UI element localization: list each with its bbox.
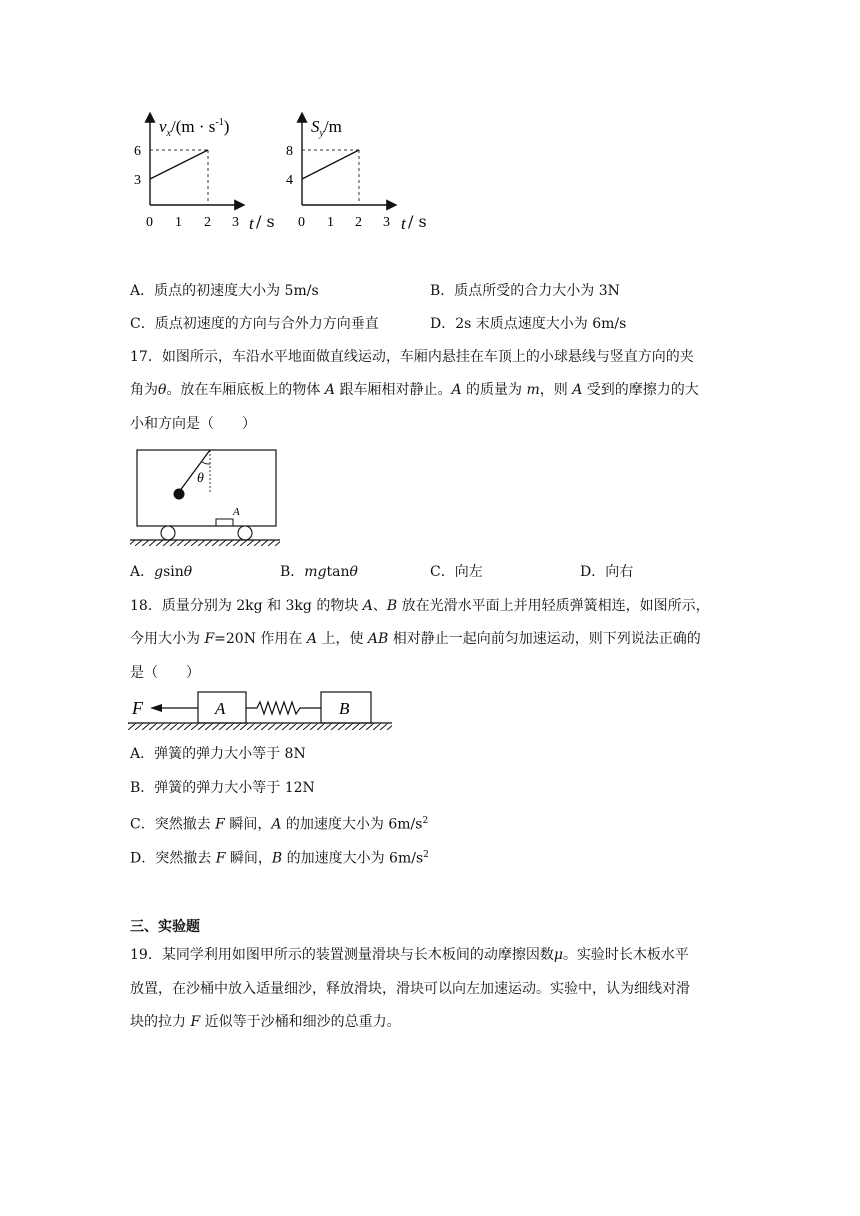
y-axis-label-unit: /m xyxy=(323,117,342,136)
ground-hatch xyxy=(128,723,392,730)
y-axis-label: v xyxy=(159,117,167,136)
angle-arc xyxy=(202,462,210,464)
train-car-figure xyxy=(128,444,284,548)
y-axis-label-sub: x xyxy=(166,128,171,139)
force-label: F xyxy=(132,698,143,718)
question-19-line-2: 放置，在沙桶中放入适量细沙，释放滑块，滑块可以向左加速运动。实验中，认为细线对滑 xyxy=(130,981,690,997)
x-tick-label: 1 xyxy=(327,215,334,230)
svg-text:t xyxy=(249,214,255,233)
section-heading: 三、实验题 xyxy=(130,919,200,935)
pendulum-ball xyxy=(174,489,185,500)
svg-text:Sy/m xyxy=(311,117,342,139)
question-17-line-3: 小和方向是（ ） xyxy=(130,416,256,432)
y-axis-label-sub: y xyxy=(319,128,324,139)
block-b-label: B xyxy=(339,699,350,718)
option-d: D．向右 xyxy=(580,564,634,580)
svg-text:vx/(m · s-1) xyxy=(159,117,229,139)
data-line xyxy=(150,150,208,179)
x-axis-label: t xyxy=(401,214,406,233)
block-a xyxy=(216,519,233,526)
question-19-line-3: 块的拉力 F 近似等于沙桶和细沙的总重力。 xyxy=(130,1014,401,1030)
option-b: B．质点所受的合力大小为 3N xyxy=(430,283,620,299)
x-axis-label: t xyxy=(249,214,254,233)
option-a: A．质点的初速度大小为 5m/s xyxy=(130,283,319,299)
option-c: C．向左 xyxy=(430,564,483,580)
x-tick-label: 3 xyxy=(383,215,390,230)
question-18-line-3: 是（ ） xyxy=(130,665,200,681)
spring-blocks-figure xyxy=(128,688,394,734)
ground-hatch xyxy=(130,540,280,546)
option-c: C．突然撤去 F 瞬间，A 的加速度大小为 $6m/s^2$ xyxy=(130,816,429,833)
velocity-time-graph xyxy=(130,105,260,235)
y-tick-label: 3 xyxy=(134,173,141,188)
question-17-line-1: 17．如图所示，车沿水平地面做直线运动，车厢内悬挂在车顶上的小球悬线与竖直方向的夹 xyxy=(130,349,694,365)
option-a: A．弹簧的弹力大小等于 8N xyxy=(130,746,306,762)
x-tick-label: 1 xyxy=(175,215,182,230)
y-axis-label-close: ) xyxy=(223,117,230,136)
y-tick-label: 4 xyxy=(286,173,293,188)
y-axis-label-exp: -1 xyxy=(215,117,224,128)
option-c: C．质点初速度的方向与合外力方向垂直 xyxy=(130,316,379,332)
wheel xyxy=(238,526,252,540)
question-18-line-2: 今用大小为 F=20N 作用在 A 上，使 AB 相对静止一起向前匀加速运动，则下列说法正确的 xyxy=(130,631,701,647)
svg-text:t xyxy=(401,214,407,233)
car-body xyxy=(137,450,276,526)
x-tick-label: 3 xyxy=(232,215,239,230)
y-tick-label: 6 xyxy=(134,144,141,159)
spring xyxy=(246,702,321,714)
x-tick-label: 2 xyxy=(355,215,362,230)
option-d: D．2s 末质点速度大小为 6m/s xyxy=(430,316,627,332)
option-b: B．mgtanθ xyxy=(280,564,358,580)
displacement-time-graph xyxy=(282,105,412,235)
y-axis-label: S xyxy=(311,117,320,136)
block-a-label: A xyxy=(233,506,240,518)
option-a: A．gsinθ xyxy=(130,564,193,580)
question-18-line-1: 18．质量分别为 2kg 和 3kg 的物块 A、B 放在光滑水平面上并用轻质弹簧相连，如图所示， xyxy=(130,598,710,614)
y-tick-label: 8 xyxy=(286,144,293,159)
question-17-line-2: 角为θ。放在车厢底板上的物体 A 跟车厢相对静止。A 的质量为 m，则 A 受到的摩擦力的大 xyxy=(130,382,699,398)
x-tick-label: 2 xyxy=(204,215,211,230)
force-arrowhead xyxy=(150,704,162,712)
theta-label: θ xyxy=(197,471,204,486)
question-19-line-1: 19．某同学利用如图甲所示的装置测量滑块与长木板间的动摩擦因数μ。实验时长木板水平 xyxy=(130,947,689,963)
option-b: B．弹簧的弹力大小等于 12N xyxy=(130,780,315,796)
x-tick-label: 0 xyxy=(146,215,153,230)
pendulum-string xyxy=(179,450,210,492)
option-d: D．突然撤去 F 瞬间，B 的加速度大小为 $6m/s^2$ xyxy=(130,850,429,867)
y-axis-label-unit: /(m · s xyxy=(171,117,216,136)
x-axis-unit: / s xyxy=(408,212,427,231)
x-tick-label: 0 xyxy=(298,215,305,230)
x-axis-unit: / s xyxy=(256,212,275,231)
data-line xyxy=(302,150,359,179)
wheel xyxy=(161,526,175,540)
block-a-label: A xyxy=(215,699,226,718)
